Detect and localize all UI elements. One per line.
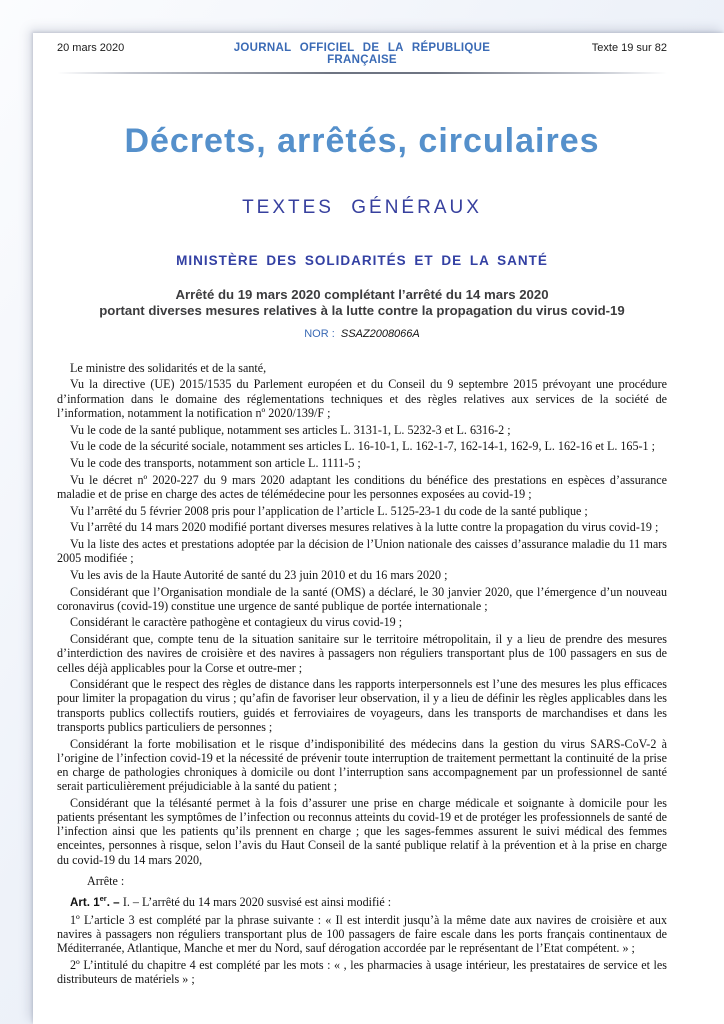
decree-title-line1: Arrêté du 19 mars 2020 complétant l’arrêté du 14 mars 2020 <box>175 287 549 302</box>
nor-label: NOR : <box>304 327 335 340</box>
paragraph: Vu le code de la sécurité sociale, notamment ses articles L. 16-10-1, L. 162-1-7, 162-14-1, 162-9, L. 162-16 et L. 165-1 ; <box>70 439 655 454</box>
section-title: TEXTES GÉNÉRAUX <box>242 197 482 218</box>
ministry-title: MINISTÈRE DES SOLIDARITÉS ET DE LA SANTÉ <box>176 253 548 268</box>
paragraph: Le ministre des solidarités et de la santé, <box>70 360 267 375</box>
journal-title: JOURNAL OFFICIEL DE LA RÉPUBLIQUE FRANÇAISE <box>233 42 491 66</box>
issue-date: 20 mars 2020 <box>57 42 125 54</box>
paragraph: Vu le décret nº 2020-227 du 9 mars 2020 adaptant les conditions du bénéfice des prestations en espèces d’assurance maladie et de prise en charge des actes de télémédecine pour les personnes exposées au covid-19 ; <box>57 472 667 501</box>
paragraph: Art. 1er. – I. – L’arrêté du 14 mars 2020 susvisé est ainsi modifié : <box>70 894 392 909</box>
paragraph: Vu la liste des actes et prestations adoptée par la décision de l’Union nationale des caisses d’assurance maladie du 11 mars 2005 modifiée ; <box>57 536 667 566</box>
paragraph: Vu le code de la santé publique, notamment ses articles L. 3131-1, L. 5232-3 et L. 6316-2 ; <box>70 422 511 437</box>
nor-value: SSAZ2008066A <box>340 327 420 340</box>
paragraph: Vu les avis de la Haute Autorité de santé du 23 juin 2010 et du 16 mars 2020 ; <box>70 567 448 582</box>
article-label: Art. 1er. – <box>70 894 123 909</box>
nor-line <box>57 328 667 340</box>
main-title: Décrets, arrêtés, circulaires <box>124 122 600 160</box>
paragraph: Vu le code des transports, notamment son article L. 1111-5 ; <box>70 455 361 470</box>
paragraph: Considérant que le respect des règles de distance dans les rapports interpersonnels est l’une des mesures les plus efficaces pour limiter la propagation du virus ; qu’afin de favoriser leur observation, il y a lieu de définir les règles applicables dans les transports publics collectifs routiers, guidés et ferroviaires de voyageurs, dans les transports de marchandises et dans les transports publics particuliers de personnes ; <box>57 677 667 734</box>
paragraph: 2º L’intitulé du chapitre 4 est complété par les mots : « , les pharmacies à usage intérieur, les prestataires de service et les distributeurs de matériels » ; <box>57 957 667 986</box>
paragraph: Considérant que l’Organisation mondiale de la santé (OMS) a déclaré, le 30 janvier 2020, que l’émergence d’un nouveau coronavirus (covid-19) constitue une urgence de santé publique de portée internationale ; <box>57 584 667 613</box>
header-divider <box>57 72 667 74</box>
paragraph: Considérant que, compte tenu de la situation sanitaire sur le territoire métropolitain, il y a lieu de prendre des mesures d’interdiction des navires de croisière et des navires à passagers non réguliers transportant plus de 100 passagers en sus de celles déjà applicables pour la Corse et outre-mer ; <box>57 632 667 675</box>
decree-title-line2: portant diverses mesures relatives à la lutte contre la propagation du virus covid-19 <box>99 302 625 318</box>
paragraph: Considérant que la télésanté permet à la fois d’assurer une prise en charge médicale et soignante à domicile pour les patients présentant les symptômes de l’infection ou reconnus atteints du covid-19 et de protéger les professionnels de santé de l’infection ainsi que les patients qu’ils prennent en charge ; que les sages-femmes assurent le suivi médical des femmes enceintes, personnes à risque, selon l’avis du Haut Conseil de la santé publique relatif à la prévention et à la prise en charge du covid-19 du 14 mars 2020, <box>57 795 667 867</box>
paragraph: 1º L’article 3 est complété par la phrase suivante : « Il est interdit jusqu’à la même date aux navires de croisière et aux navires à passagers non réguliers transportant plus de 100 passagers de faire escale dans les ports français continentaux de Méditerranée, Atlantique, Manche et mer du Nord, sauf dérogation accordée par le représentant de l’Etat compétent. » ; <box>57 912 667 956</box>
decree-title <box>57 287 667 319</box>
text-reference: Texte 19 sur 82 <box>591 42 667 54</box>
paragraph: Vu l’arrêté du 5 février 2008 pris pour l’application de l’article L. 5125-23-1 du code de la santé publique ; <box>70 503 588 518</box>
paragraph: Considérant le caractère pathogène et contagieux du virus covid-19 ; <box>70 615 403 630</box>
body-text <box>57 361 667 986</box>
paragraph: Vu l’arrêté du 14 mars 2020 modifié portant diverses mesures relatives à la lutte contre la propagation du virus covid-19 ; <box>70 520 659 535</box>
paragraph: Vu la directive (UE) 2015/1535 du Parlement européen et du Conseil du 9 septembre 2015 prévoyant une procédure d’information dans le domaine des réglementations techniques et des règles relatives aux services de la société de l’information, notamment la notification nº 2020/139/F ; <box>57 377 667 420</box>
paragraph: Arrête : <box>87 873 125 888</box>
paragraph: Considérant la forte mobilisation et le risque d’indisponibilité des médecins dans la gestion du virus SARS-CoV-2 à l’origine de l’infection covid-19 et la nécessité de prévenir toute interruption de traitement permettant la continuité de la prise en charge de pathologies chroniques à domicile ou dont l’interruption sans accompagnement par un professionnel de santé serait particulièrement préjudiciable à la santé du patient ; <box>57 736 667 794</box>
page-header <box>57 42 667 66</box>
document-sheet <box>33 33 724 1024</box>
